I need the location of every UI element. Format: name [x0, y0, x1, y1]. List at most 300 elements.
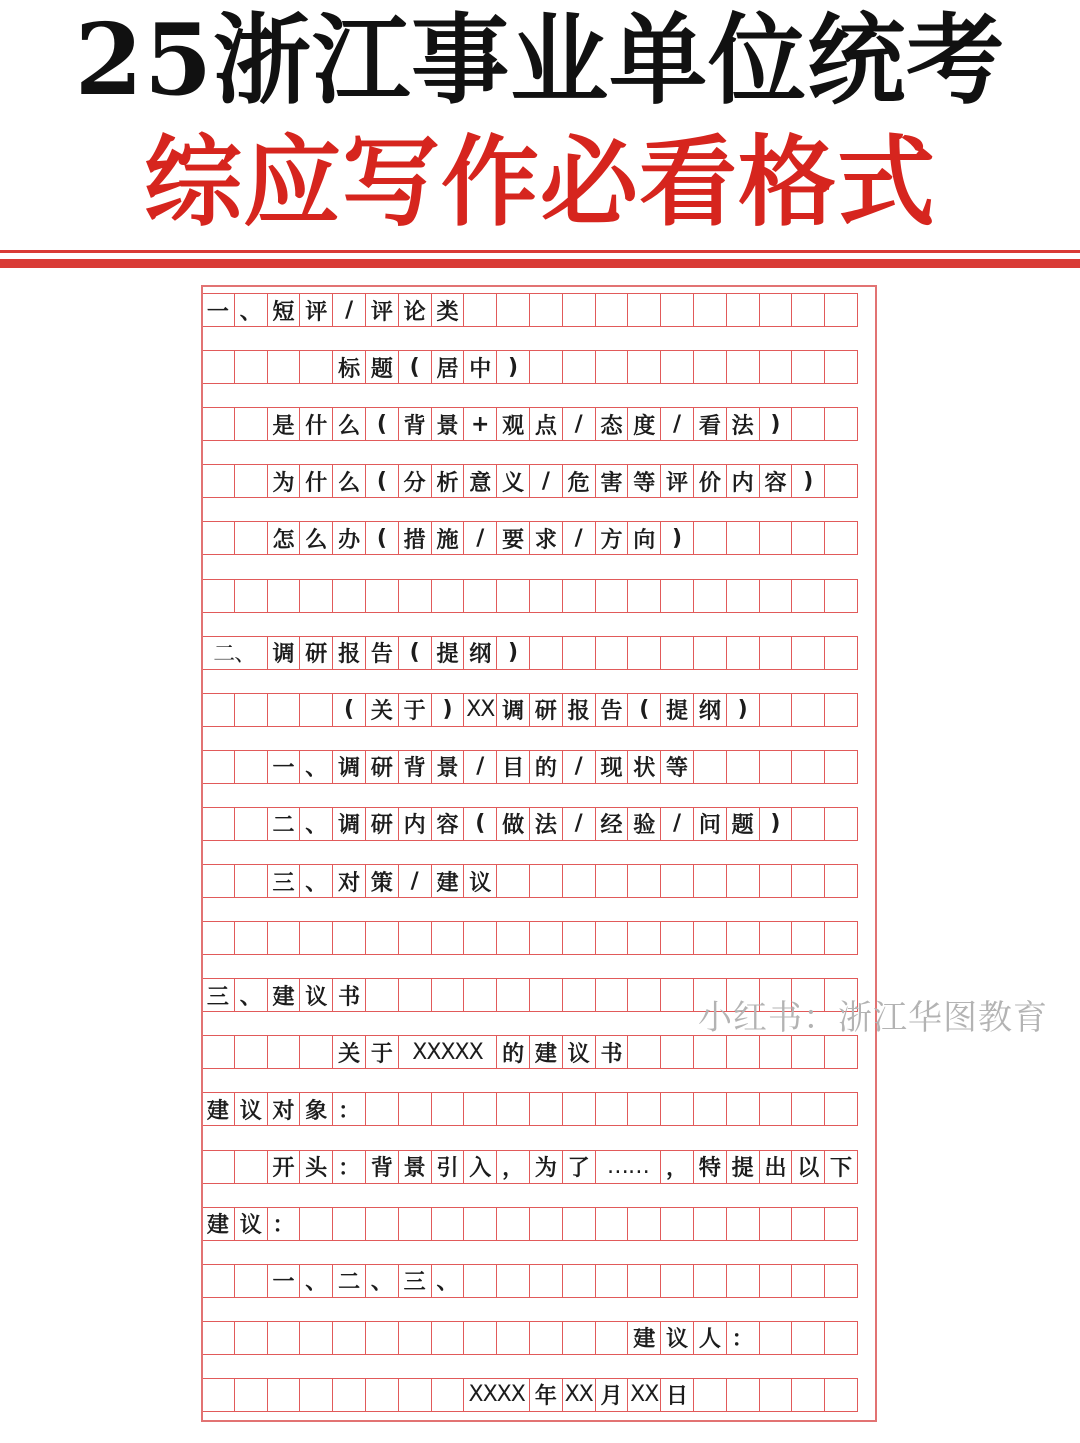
- grid-cell: [824, 350, 858, 384]
- grid-cell: [759, 864, 793, 898]
- grid-cell: [759, 693, 793, 727]
- grid-cell: 提: [660, 693, 694, 727]
- grid-cell: 出: [759, 1150, 793, 1184]
- grid-cell: [759, 293, 793, 327]
- grid-cell: 评: [365, 293, 399, 327]
- grid-cell: [562, 921, 596, 955]
- grid-cell: [398, 579, 432, 613]
- grid-cell: (: [332, 693, 366, 727]
- page-title-line-1: 25浙江事业单位统考: [74, 3, 1006, 118]
- grid-cell: [201, 1035, 235, 1069]
- grid-cell: 短: [267, 293, 301, 327]
- grid-cell: [791, 1035, 825, 1069]
- title-divider-thick: [0, 259, 1080, 268]
- grid-cell: [234, 807, 268, 841]
- grid-cell: [660, 350, 694, 384]
- grid-cell: [234, 464, 268, 498]
- grid-cell: 类: [431, 293, 465, 327]
- grid-cell: [627, 978, 661, 1012]
- grid-cell: [693, 350, 727, 384]
- grid-cell: ): [660, 521, 694, 555]
- grid-cell: [824, 807, 858, 841]
- grid-cell: [627, 579, 661, 613]
- grid-cell: [234, 693, 268, 727]
- grid-cell: [595, 1092, 629, 1126]
- grid-cell: [234, 864, 268, 898]
- grid-cell: [791, 407, 825, 441]
- grid-cell: 危: [562, 464, 596, 498]
- grid-cell: [824, 407, 858, 441]
- grid-cell: 议: [299, 978, 333, 1012]
- grid-cell: /: [562, 407, 596, 441]
- grid-cell: 么: [332, 407, 366, 441]
- grid-cell: 标: [332, 350, 366, 384]
- grid-cell: 看: [693, 407, 727, 441]
- grid-cell: XXXXX: [398, 1035, 497, 1069]
- grid-cell: [595, 921, 629, 955]
- grid-cell: [234, 1035, 268, 1069]
- grid-cell: [791, 579, 825, 613]
- grid-cell: [234, 1150, 268, 1184]
- grid-cell: [791, 1264, 825, 1298]
- grid-cell: [398, 1378, 432, 1412]
- grid-cell: [791, 1207, 825, 1241]
- grid-cell: [759, 921, 793, 955]
- grid-cell: [234, 1264, 268, 1298]
- grid-cell: [726, 1264, 760, 1298]
- grid-cell: [201, 464, 235, 498]
- grid-cell: 议: [463, 864, 497, 898]
- grid-cell: [234, 750, 268, 784]
- grid-cell: /: [660, 807, 694, 841]
- grid-cell: [759, 750, 793, 784]
- grid-cell: 点: [529, 407, 563, 441]
- grid-cell: [267, 579, 301, 613]
- grid-cell: [791, 750, 825, 784]
- grid-cell: [824, 636, 858, 670]
- grid-cell: 景: [431, 750, 465, 784]
- grid-cell: 建: [267, 978, 301, 1012]
- grid-cell: [398, 1207, 432, 1241]
- grid-row: [201, 1321, 877, 1355]
- grid-cell: 月: [595, 1378, 629, 1412]
- grid-cell: ：: [332, 1092, 366, 1126]
- grid-row: [201, 1035, 877, 1069]
- grid-cell: [267, 1321, 301, 1355]
- grid-cell: [627, 350, 661, 384]
- grid-cell: 法: [529, 807, 563, 841]
- grid-cell: [627, 1092, 661, 1126]
- grid-cell: [463, 1092, 497, 1126]
- grid-cell: [529, 921, 563, 955]
- grid-cell: [201, 864, 235, 898]
- grid-cell: [693, 579, 727, 613]
- grid-row: [201, 1264, 877, 1298]
- grid-cell: [201, 521, 235, 555]
- grid-cell: [398, 978, 432, 1012]
- title-divider-thin: [0, 250, 1080, 253]
- grid-cell: [660, 864, 694, 898]
- grid-cell: 告: [365, 636, 399, 670]
- grid-cell: [299, 693, 333, 727]
- grid-cell: 、: [234, 293, 268, 327]
- grid-cell: XX: [627, 1378, 661, 1412]
- grid-cell: [299, 921, 333, 955]
- grid-cell: [791, 1321, 825, 1355]
- grid-cell: [496, 1092, 530, 1126]
- grid-cell: [824, 1207, 858, 1241]
- grid-cell: [660, 1035, 694, 1069]
- grid-cell: 景: [398, 1150, 432, 1184]
- grid-cell: 入: [463, 1150, 497, 1184]
- grid-cell: 意: [463, 464, 497, 498]
- grid-cell: [529, 1321, 563, 1355]
- grid-cell: [332, 1378, 366, 1412]
- grid-cell: 的: [496, 1035, 530, 1069]
- grid-cell: ): [759, 407, 793, 441]
- grid-cell: [562, 1264, 596, 1298]
- grid-cell: 、: [431, 1264, 465, 1298]
- grid-cell: 告: [595, 693, 629, 727]
- grid-cell: [693, 521, 727, 555]
- grid-cell: [562, 350, 596, 384]
- grid-cell: [562, 293, 596, 327]
- grid-cell: 论: [398, 293, 432, 327]
- grid-cell: [496, 864, 530, 898]
- grid-cell: 提: [431, 636, 465, 670]
- grid-cell: [201, 1321, 235, 1355]
- grid-cell: [660, 636, 694, 670]
- grid-cell: [463, 1321, 497, 1355]
- grid-cell: 问: [693, 807, 727, 841]
- grid-cell: 内: [398, 807, 432, 841]
- grid-cell: 建: [529, 1035, 563, 1069]
- grid-cell: [201, 1378, 235, 1412]
- grid-cell: [791, 350, 825, 384]
- grid-cell: [759, 1092, 793, 1126]
- grid-cell: 么: [299, 521, 333, 555]
- grid-cell: 一: [267, 1264, 301, 1298]
- grid-row: [201, 1207, 877, 1241]
- grid-cell: [398, 1092, 432, 1126]
- grid-cell: 题: [365, 350, 399, 384]
- grid-cell: [234, 1378, 268, 1412]
- grid-cell: [463, 978, 497, 1012]
- grid-cell: XX: [562, 1378, 596, 1412]
- grid-cell: [201, 1264, 235, 1298]
- grid-row: [201, 293, 877, 327]
- grid-cell: 日: [660, 1378, 694, 1412]
- grid-cell: 、: [299, 1264, 333, 1298]
- grid-cell: [299, 350, 333, 384]
- grid-cell: [791, 521, 825, 555]
- grid-cell: 观: [496, 407, 530, 441]
- grid-cell: [365, 1378, 399, 1412]
- grid-cell: /: [562, 807, 596, 841]
- grid-cell: [201, 579, 235, 613]
- grid-cell: [562, 636, 596, 670]
- grid-cell: [463, 1207, 497, 1241]
- grid-cell: [693, 1264, 727, 1298]
- grid-cell: ): [759, 807, 793, 841]
- grid-cell: 了: [562, 1150, 596, 1184]
- grid-cell: ：: [332, 1150, 366, 1184]
- grid-cell: 评: [299, 293, 333, 327]
- grid-cell: 关: [332, 1035, 366, 1069]
- grid-cell: 象: [299, 1092, 333, 1126]
- grid-cell: 、: [299, 807, 333, 841]
- grid-cell: [726, 921, 760, 955]
- grid-cell: [759, 1321, 793, 1355]
- grid-cell: [693, 864, 727, 898]
- grid-cell: [529, 1207, 563, 1241]
- grid-cell: [529, 978, 563, 1012]
- grid-cell: [332, 1321, 366, 1355]
- grid-cell: [595, 636, 629, 670]
- grid-cell: /: [463, 521, 497, 555]
- grid-cell: [562, 978, 596, 1012]
- grid-row: [201, 636, 877, 670]
- grid-cell: [234, 521, 268, 555]
- grid-cell: [726, 1378, 760, 1412]
- grid-cell: /: [529, 464, 563, 498]
- grid-cell: 做: [496, 807, 530, 841]
- grid-cell: [496, 1264, 530, 1298]
- grid-cell: [299, 1321, 333, 1355]
- grid-cell: 怎: [267, 521, 301, 555]
- grid-cell: 求: [529, 521, 563, 555]
- grid-cell: [431, 1321, 465, 1355]
- grid-cell: [726, 864, 760, 898]
- grid-cell: [627, 1035, 661, 1069]
- grid-cell: 于: [365, 1035, 399, 1069]
- grid-cell: [431, 1092, 465, 1126]
- grid-cell: [759, 1035, 793, 1069]
- grid-cell: 调: [332, 750, 366, 784]
- grid-cell: 报: [332, 636, 366, 670]
- grid-cell: /: [332, 293, 366, 327]
- grid-cell: [496, 579, 530, 613]
- grid-cell: [726, 521, 760, 555]
- grid-cell: 议: [562, 1035, 596, 1069]
- grid-cell: XXXX: [463, 1378, 530, 1412]
- grid-cell: [267, 693, 301, 727]
- grid-cell: 报: [562, 693, 596, 727]
- grid-cell: [726, 1207, 760, 1241]
- grid-cell: [824, 864, 858, 898]
- grid-cell: 人: [693, 1321, 727, 1355]
- grid-cell: XX: [463, 693, 497, 727]
- grid-cell: [431, 921, 465, 955]
- grid-cell: 价: [693, 464, 727, 498]
- grid-cell: [201, 693, 235, 727]
- grid-row: [201, 750, 877, 784]
- grid-cell: [201, 921, 235, 955]
- grid-cell: 么: [332, 464, 366, 498]
- grid-cell: [431, 1378, 465, 1412]
- grid-cell: 向: [627, 521, 661, 555]
- grid-cell: (: [627, 693, 661, 727]
- grid-cell: 析: [431, 464, 465, 498]
- grid-cell: [529, 293, 563, 327]
- grid-cell: [332, 579, 366, 613]
- grid-cell: ): [431, 693, 465, 727]
- grid-cell: [562, 1207, 596, 1241]
- grid-cell: [759, 1378, 793, 1412]
- grid-cell: [824, 521, 858, 555]
- page-title-line-2: 综应写作必看格式: [143, 125, 936, 240]
- grid-cell: [234, 579, 268, 613]
- grid-cell: 研: [529, 693, 563, 727]
- grid-row: [201, 864, 877, 898]
- grid-cell: 一: [201, 293, 235, 327]
- grid-cell: [267, 1035, 301, 1069]
- grid-cell: [726, 1092, 760, 1126]
- grid-cell: 景: [431, 407, 465, 441]
- grid-cell: 验: [627, 807, 661, 841]
- grid-cell: /: [660, 407, 694, 441]
- grid-cell: [759, 1264, 793, 1298]
- grid-cell: [201, 350, 235, 384]
- grid-cell: [595, 1321, 629, 1355]
- grid-cell: [791, 693, 825, 727]
- grid-cell: [234, 407, 268, 441]
- grid-cell: (: [398, 636, 432, 670]
- grid-cell: [496, 293, 530, 327]
- grid-cell: [299, 1378, 333, 1412]
- grid-cell: [824, 750, 858, 784]
- grid-cell: [332, 921, 366, 955]
- grid-cell: 引: [431, 1150, 465, 1184]
- grid-cell: ：: [267, 1207, 301, 1241]
- grid-row: [201, 921, 877, 955]
- grid-row: [201, 1092, 877, 1126]
- grid-cell: [562, 1321, 596, 1355]
- grid-cell: (: [365, 464, 399, 498]
- grid-cell: [365, 921, 399, 955]
- grid-cell: [365, 1092, 399, 1126]
- grid-cell: 二: [267, 807, 301, 841]
- grid-cell: [365, 978, 399, 1012]
- grid-cell: 研: [365, 750, 399, 784]
- grid-cell: 议: [234, 1207, 268, 1241]
- grid-cell: [595, 1264, 629, 1298]
- grid-cell: 义: [496, 464, 530, 498]
- grid-cell: [365, 1207, 399, 1241]
- grid-cell: 研: [365, 807, 399, 841]
- grid-cell: 要: [496, 521, 530, 555]
- grid-cell: [824, 693, 858, 727]
- grid-cell: 目: [496, 750, 530, 784]
- grid-cell: 建: [201, 1207, 235, 1241]
- grid-cell: 的: [529, 750, 563, 784]
- grid-cell: [398, 1321, 432, 1355]
- grid-cell: [234, 921, 268, 955]
- grid-cell: [627, 1207, 661, 1241]
- grid-cell: 以: [791, 1150, 825, 1184]
- watermark: 小红书：浙江华图教育: [698, 998, 1048, 1038]
- grid-cell: [431, 1207, 465, 1241]
- grid-cell: (: [463, 807, 497, 841]
- grid-cell: 、: [365, 1264, 399, 1298]
- grid-cell: [693, 1035, 727, 1069]
- grid-cell: 居: [431, 350, 465, 384]
- grid-cell: [824, 464, 858, 498]
- grid-cell: [463, 1264, 497, 1298]
- grid-cell: [759, 521, 793, 555]
- grid-cell: (: [398, 350, 432, 384]
- grid-cell: 现: [595, 750, 629, 784]
- grid-cell: 等: [627, 464, 661, 498]
- grid-cell: ，: [660, 1150, 694, 1184]
- grid-cell: 开: [267, 1150, 301, 1184]
- grid-cell: 书: [595, 1035, 629, 1069]
- grid-cell: [332, 1207, 366, 1241]
- grid-cell: 为: [267, 464, 301, 498]
- grid-cell: [660, 921, 694, 955]
- grid-cell: [726, 350, 760, 384]
- grid-cell: [595, 1207, 629, 1241]
- grid-cell: [693, 1378, 727, 1412]
- grid-cell: [824, 1035, 858, 1069]
- grid-cell: 办: [332, 521, 366, 555]
- grid-cell: [463, 579, 497, 613]
- grid-cell: 二、: [201, 636, 268, 670]
- grid-cell: [201, 750, 235, 784]
- grid-cell: ，: [496, 1150, 530, 1184]
- grid-cell: [463, 921, 497, 955]
- grid-cell: 三: [201, 978, 235, 1012]
- grid-cell: [267, 1378, 301, 1412]
- grid-cell: 是: [267, 407, 301, 441]
- grid-cell: 方: [595, 521, 629, 555]
- grid-cell: 对: [267, 1092, 301, 1126]
- grid-cell: 害: [595, 464, 629, 498]
- grid-cell: ……: [595, 1150, 662, 1184]
- grid-cell: [595, 864, 629, 898]
- grid-cell: [824, 1378, 858, 1412]
- grid-cell: (: [365, 407, 399, 441]
- grid-cell: 头: [299, 1150, 333, 1184]
- grid-cell: [791, 1092, 825, 1126]
- grid-cell: 研: [299, 636, 333, 670]
- grid-cell: 年: [529, 1378, 563, 1412]
- grid-cell: [529, 636, 563, 670]
- grid-cell: [824, 579, 858, 613]
- grid-cell: [627, 864, 661, 898]
- grid-cell: 一: [267, 750, 301, 784]
- grid-cell: 背: [398, 750, 432, 784]
- grid-cell: [595, 293, 629, 327]
- grid-cell: 为: [529, 1150, 563, 1184]
- grid-row: [201, 807, 877, 841]
- grid-cell: [726, 1035, 760, 1069]
- grid-cell: 于: [398, 693, 432, 727]
- grid-cell: [431, 579, 465, 613]
- grid-cell: ：: [726, 1321, 760, 1355]
- grid-row: [201, 350, 877, 384]
- grid-cell: [726, 293, 760, 327]
- grid-cell: +: [463, 407, 497, 441]
- grid-cell: [824, 921, 858, 955]
- grid-cell: 议: [660, 1321, 694, 1355]
- grid-cell: 策: [365, 864, 399, 898]
- grid-row: [201, 1150, 877, 1184]
- grid-cell: [693, 750, 727, 784]
- grid-cell: [201, 407, 235, 441]
- grid-cell: [595, 579, 629, 613]
- grid-cell: [824, 1264, 858, 1298]
